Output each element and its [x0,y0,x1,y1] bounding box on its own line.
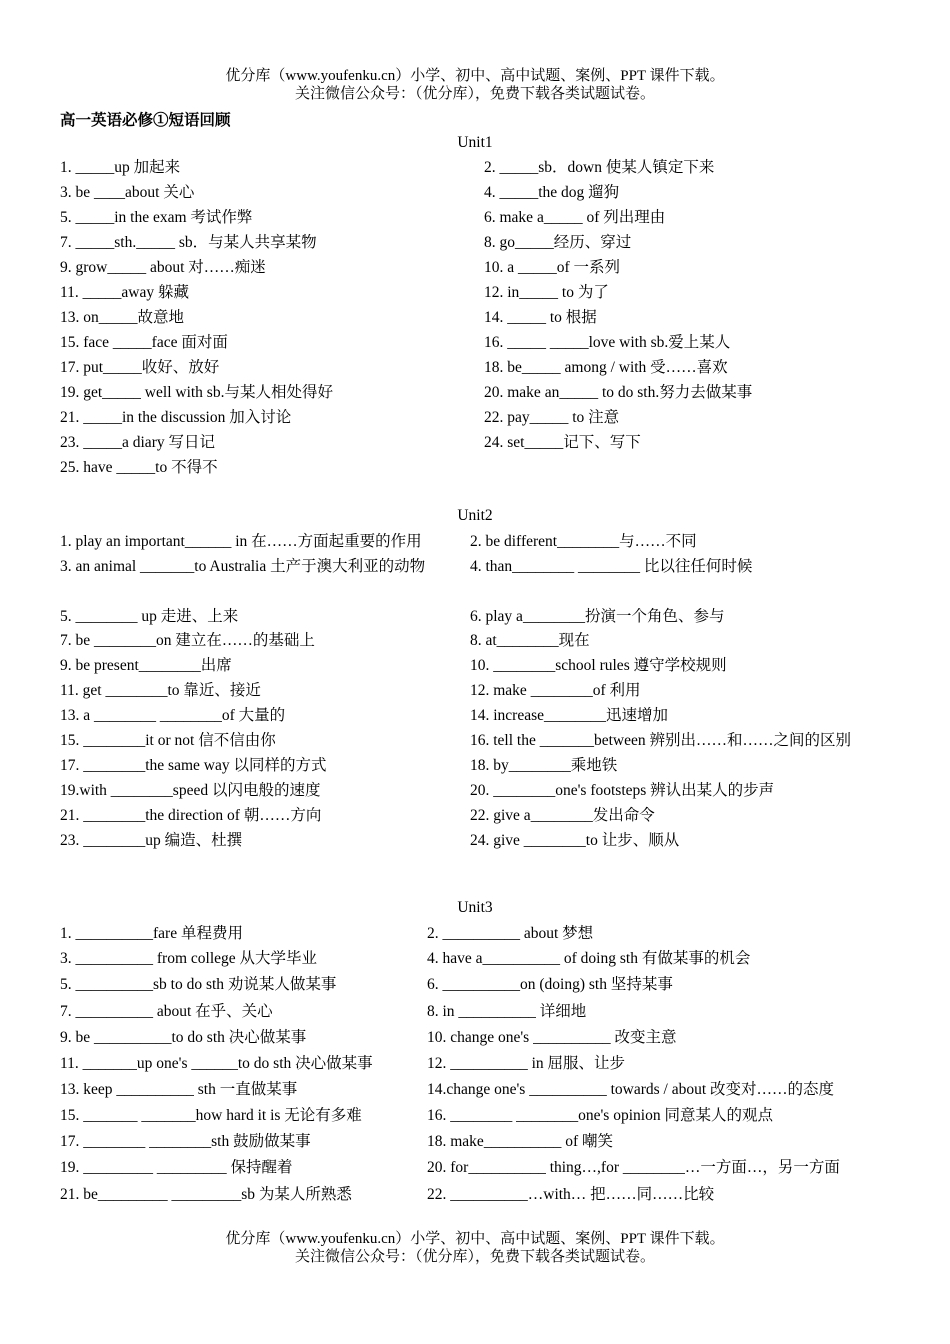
unit1-item-7: 7. _____sth._____ sb．与某人共享某物 [60,234,317,251]
unit3-item-15: 15. _______ _______how hard it is 无论有多难 [60,1107,362,1124]
unit1-item-15: 15. face _____face 面对面 [60,334,228,351]
unit1-item-8: 8. go_____经历、穿过 [484,234,632,251]
unit1-item-24: 24. set_____记下、写下 [484,434,641,451]
unit3-item-6: 6. __________on (doing) sth 坚持某事 [427,976,673,993]
unit2-item-9: 9. be present________出席 [60,657,232,674]
unit2-item-21: 21. ________the direction of 朝……方向 [60,807,322,824]
unit2-title: Unit2 [457,507,493,524]
unit1-item-3: 3. be ____about 关心 [60,184,195,201]
unit3-item-17: 17. ________ ________sth 鼓励做某事 [60,1133,311,1150]
unit3-item-20: 20. for__________ thing…,for ________…一方面…，另一方面 [427,1159,840,1176]
unit3-item-11: 11. _______up one's ______to do sth 决心做某事 [60,1055,373,1072]
unit2-item-2: 2. be different________与……不同 [470,533,697,550]
unit2-item-1: 1. play an important______ in 在……方面起重要的作用 [60,533,422,550]
unit2-item-18: 18. by________乘地铁 [470,757,618,774]
unit2-item-19: 19.with ________speed 以闪电般的速度 [60,782,321,799]
unit1-item-10: 10. a _____of 一系列 [484,259,621,276]
unit2-item-14: 14. increase________迅速增加 [470,707,669,724]
unit3-item-7: 7. __________ about 在乎、关心 [60,1003,273,1020]
unit1-item-17: 17. put_____收好、放好 [60,359,220,376]
unit2-item-15: 15. ________it or not 信不信由你 [60,732,276,749]
unit1-item-14: 14. _____ to 根据 [484,309,597,326]
unit2-item-8: 8. at________现在 [470,632,590,649]
document-title: 高一英语必修①短语回顾 [60,112,231,129]
unit3-title: Unit3 [457,899,493,916]
unit3-item-10: 10. change one's __________ 改变主意 [427,1029,677,1046]
unit1-item-22: 22. pay_____ to 注意 [484,409,620,426]
unit2-item-24: 24. give ________to 让步、顺从 [470,832,680,849]
unit2-item-22: 22. give a________发出命令 [470,807,655,824]
unit1-item-5: 5. _____in the exam 考试作弊 [60,209,253,226]
unit1-item-6: 6. make a_____ of 列出理由 [484,209,666,226]
unit3-item-12: 12. __________ in 屈服、让步 [427,1055,626,1072]
unit2-item-17: 17. ________the same way 以同样的方式 [60,757,327,774]
unit3-item-16: 16. ________ ________one's opinion 同意某人的观点 [427,1107,773,1124]
unit1-item-9: 9. grow_____ about 对……痴迷 [60,259,266,276]
header-line-2: 关注微信公众号：（优分库），免费下载各类试题试卷。 [294,86,655,102]
unit2-item-7: 7. be ________on 建立在……的基础上 [60,632,315,649]
unit1-item-20: 20. make an_____ to do sth.努力去做某事 [484,384,753,401]
unit3-item-18: 18. make__________ of 嘲笑 [427,1133,613,1150]
unit3-item-14: 14.change one's __________ towards / about 改变对……的态度 [427,1081,835,1098]
unit2-item-3: 3. an animal _______to Australia 土产于澳大利亚的动物 [60,558,426,575]
unit1-item-12: 12. in_____ to 为了 [484,284,609,301]
unit2-item-12: 12. make ________of 利用 [470,682,641,699]
unit3-item-9: 9. be __________to do sth 决心做某事 [60,1029,307,1046]
unit1-item-2: 2. _____sb．down 使某人镇定下来 [484,159,715,176]
unit3-item-19: 19. _________ _________ 保持醒着 [60,1159,293,1176]
unit1-item-4: 4. _____the dog 遛狗 [484,184,620,201]
unit3-item-5: 5. __________sb to do sth 劝说某人做某事 [60,976,337,993]
unit3-item-13: 13. keep __________ sth 一直做某事 [60,1081,298,1098]
unit3-item-4: 4. have a__________ of doing sth 有做某事的机会 [427,950,751,967]
unit2-item-6: 6. play a________扮演一个角色、参与 [470,608,725,625]
unit1-item-16: 16. _____ _____love with sb.爱上某人 [484,334,731,351]
unit2-item-10: 10. ________school rules 遵守学校规则 [470,657,727,674]
unit2-item-13: 13. a ________ ________of 大量的 [60,707,286,724]
unit1-item-13: 13. on_____故意地 [60,309,185,326]
unit2-item-23: 23. ________up 编造、杜撰 [60,832,243,849]
unit1-item-1: 1. _____up 加起来 [60,159,181,176]
unit1-item-19: 19. get_____ well with sb.与某人相处得好 [60,384,333,401]
unit1-item-18: 18. be_____ among / with 受……喜欢 [484,359,728,376]
unit1-item-21: 21. _____in the discussion 加入讨论 [60,409,292,426]
unit3-item-8: 8. in __________ 详细地 [427,1003,587,1020]
unit3-item-21: 21. be_________ _________sb 为某人所熟悉 [60,1186,352,1203]
unit3-item-3: 3. __________ from college 从大学毕业 [60,950,318,967]
unit2-item-20: 20. ________one's footsteps 辨认出某人的步声 [470,782,775,799]
unit3-item-22: 22. __________…with… 把……同……比较 [427,1186,715,1203]
footer-line-1: 优分库（www.youfenku.cn）小学、初中、高中试题、案例、PPT 课件下载。 [225,1231,725,1247]
footer-line-2: 关注微信公众号：（优分库），免费下载各类试题试卷。 [294,1249,655,1265]
unit1-item-23: 23. _____a diary 写日记 [60,434,215,451]
unit1-item-25: 25. have _____to 不得不 [60,459,218,476]
unit2-item-11: 11. get ________to 靠近、接近 [60,682,261,699]
header-line-1: 优分库（www.youfenku.cn）小学、初中、高中试题、案例、PPT 课件下载。 [225,68,725,84]
unit2-item-4: 4. than________ ________ 比以往任何时候 [470,558,753,575]
unit2-item-5: 5. ________ up 走进、上来 [60,608,239,625]
unit3-item-2: 2. __________ about 梦想 [427,925,594,942]
unit2-item-16: 16. tell the _______between 辨别出……和……之间的区别 [470,732,851,749]
unit1-item-11: 11. _____away 躲藏 [60,284,190,301]
unit3-item-1: 1. __________fare 单程费用 [60,925,243,942]
unit1-title: Unit1 [457,134,493,151]
